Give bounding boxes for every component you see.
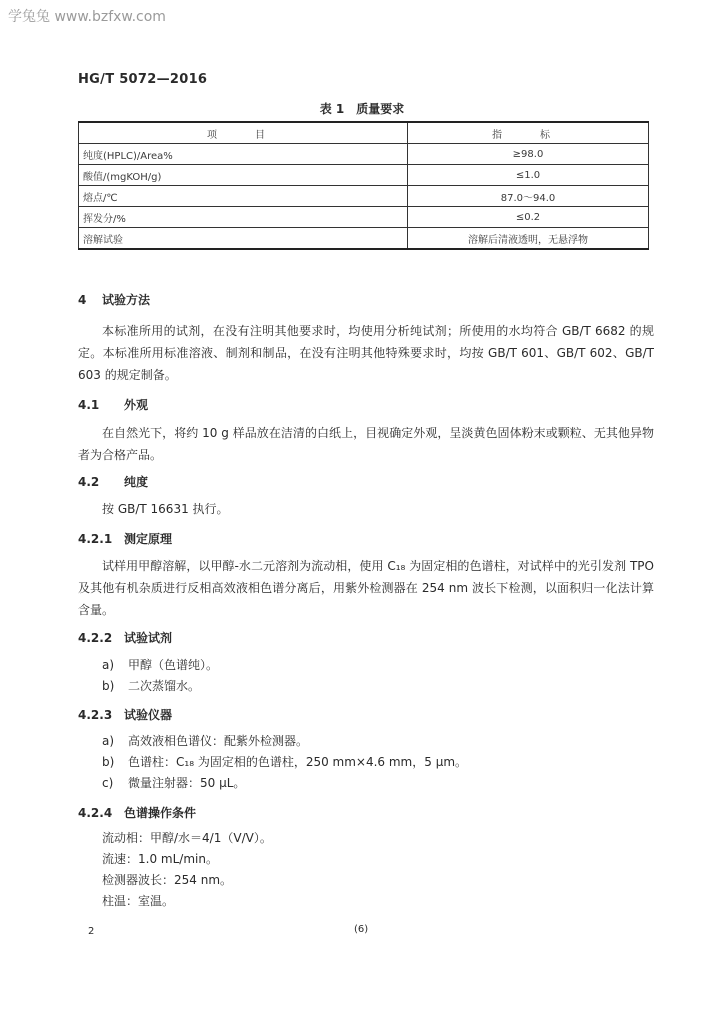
item-text: 色谱柱：C₁₈ 为固定相的色谱柱，250 mm×4.6 mm，5 μm。: [128, 755, 468, 769]
row-value: ≥98.0: [408, 144, 649, 165]
item-text: 微量注射器：50 μL。: [128, 776, 246, 790]
footer-center: (6): [354, 924, 369, 935]
condition-line: 流速：1.0 mL/min。: [102, 852, 218, 866]
section-title: 外观: [124, 398, 149, 412]
table-row: [79, 186, 649, 207]
table-row: [79, 165, 649, 186]
condition-line: 流动相：甲醇/水＝4/1（V/V）。: [102, 831, 272, 845]
item-label: b): [102, 679, 115, 693]
watermark: 学兔兔 www.bzfxw.com: [8, 9, 166, 25]
standard-number: HG/T 5072—2016: [78, 72, 208, 87]
section-number: 4.2.4: [78, 806, 113, 820]
row-value: ≤1.0: [408, 165, 649, 186]
reagent-item: [102, 656, 218, 673]
section-title: 试验仪器: [124, 708, 173, 722]
header-value: 指 标: [408, 122, 649, 144]
section-number: 4.2: [78, 475, 100, 489]
section-4-2-1-heading: [78, 530, 172, 547]
instrument-item: [102, 753, 467, 770]
table-header-row: [79, 122, 649, 144]
section-4-2-1-paragraph: 试样用甲醇溶解，以甲醇-水二元溶剂为流动相，使用 C₁₈ 为固定相的色谱柱，对试样中的光引发剂 TPO 及其他有机杂质进行反相高效液相色谱分离后，用紫外检测器在 254 nm 波长下检测，以面积归一化法计算含量。: [78, 559, 654, 617]
item-label: a): [102, 658, 115, 672]
table-row: [79, 207, 649, 228]
section-4-1-heading: [78, 396, 148, 413]
item-text: 甲醇（色谱纯）。: [128, 658, 219, 672]
section-number: 4.2.1: [78, 532, 113, 546]
row-item: 纯度(HPLC)/Area%: [79, 144, 408, 165]
item-label: c): [102, 776, 114, 790]
quality-table: [78, 121, 649, 250]
section-title: 试验方法: [102, 293, 151, 307]
reagent-item: [102, 677, 200, 694]
item-text: 高效液相色谱仪：配紫外检测器。: [128, 734, 309, 748]
section-4-paragraph: 本标准所用的试剂，在没有注明其他要求时，均使用分析纯试剂；所使用的水均符合 GB/T 6682 的规定。本标准所用标准溶液、制剂和制品，在没有注明其他特殊要求时，均按 GB/T 601、GB/T 602、GB/T 603 的规定制备。: [78, 324, 654, 382]
row-value: ≤0.2: [408, 207, 649, 228]
section-title: 测定原理: [124, 532, 173, 546]
page-number: 2: [88, 926, 95, 937]
instrument-item: [102, 774, 245, 791]
section-4-2-4-heading: [78, 804, 196, 821]
condition-line: 检测器波长：254 nm。: [102, 873, 233, 887]
section-4-2-3-heading: [78, 706, 172, 723]
condition-line: 柱温：室温。: [102, 894, 175, 908]
row-item: 溶解试验: [79, 228, 408, 250]
row-item: 熔点/℃: [79, 186, 408, 207]
table-row: [79, 144, 649, 165]
section-title: 试验试剂: [124, 631, 173, 645]
item-label: a): [102, 734, 115, 748]
section-number: 4.2.3: [78, 708, 113, 722]
table-row: [79, 228, 649, 250]
section-number: 4: [78, 293, 87, 307]
section-number: 4.1: [78, 398, 100, 412]
section-title: 纯度: [124, 475, 149, 489]
section-4-2-heading: [78, 473, 148, 490]
section-title: 色谱操作条件: [124, 806, 197, 820]
row-value: 87.0～94.0: [408, 186, 649, 207]
section-4-2-paragraph: 按 GB/T 16631 执行。: [102, 502, 229, 516]
section-4-2-2-heading: [78, 629, 172, 646]
row-item: 酸值/(mgKOH/g): [79, 165, 408, 186]
section-number: 4.2.2: [78, 631, 113, 645]
section-4-1-paragraph: 在自然光下，将约 10 g 样品放在洁清的白纸上，目视确定外观，呈淡黄色固体粉末或颗粒、无其他异物者为合格产品。: [78, 426, 654, 462]
instrument-item: [102, 732, 308, 749]
section-4-heading: [78, 291, 150, 308]
table-title: 表 1 质量要求: [319, 102, 405, 116]
item-label: b): [102, 755, 115, 769]
header-item: 项 目: [79, 122, 408, 144]
row-item: 挥发分/%: [79, 207, 408, 228]
item-text: 二次蒸馏水。: [128, 679, 201, 693]
row-value: 溶解后清液透明，无悬浮物: [408, 228, 649, 250]
